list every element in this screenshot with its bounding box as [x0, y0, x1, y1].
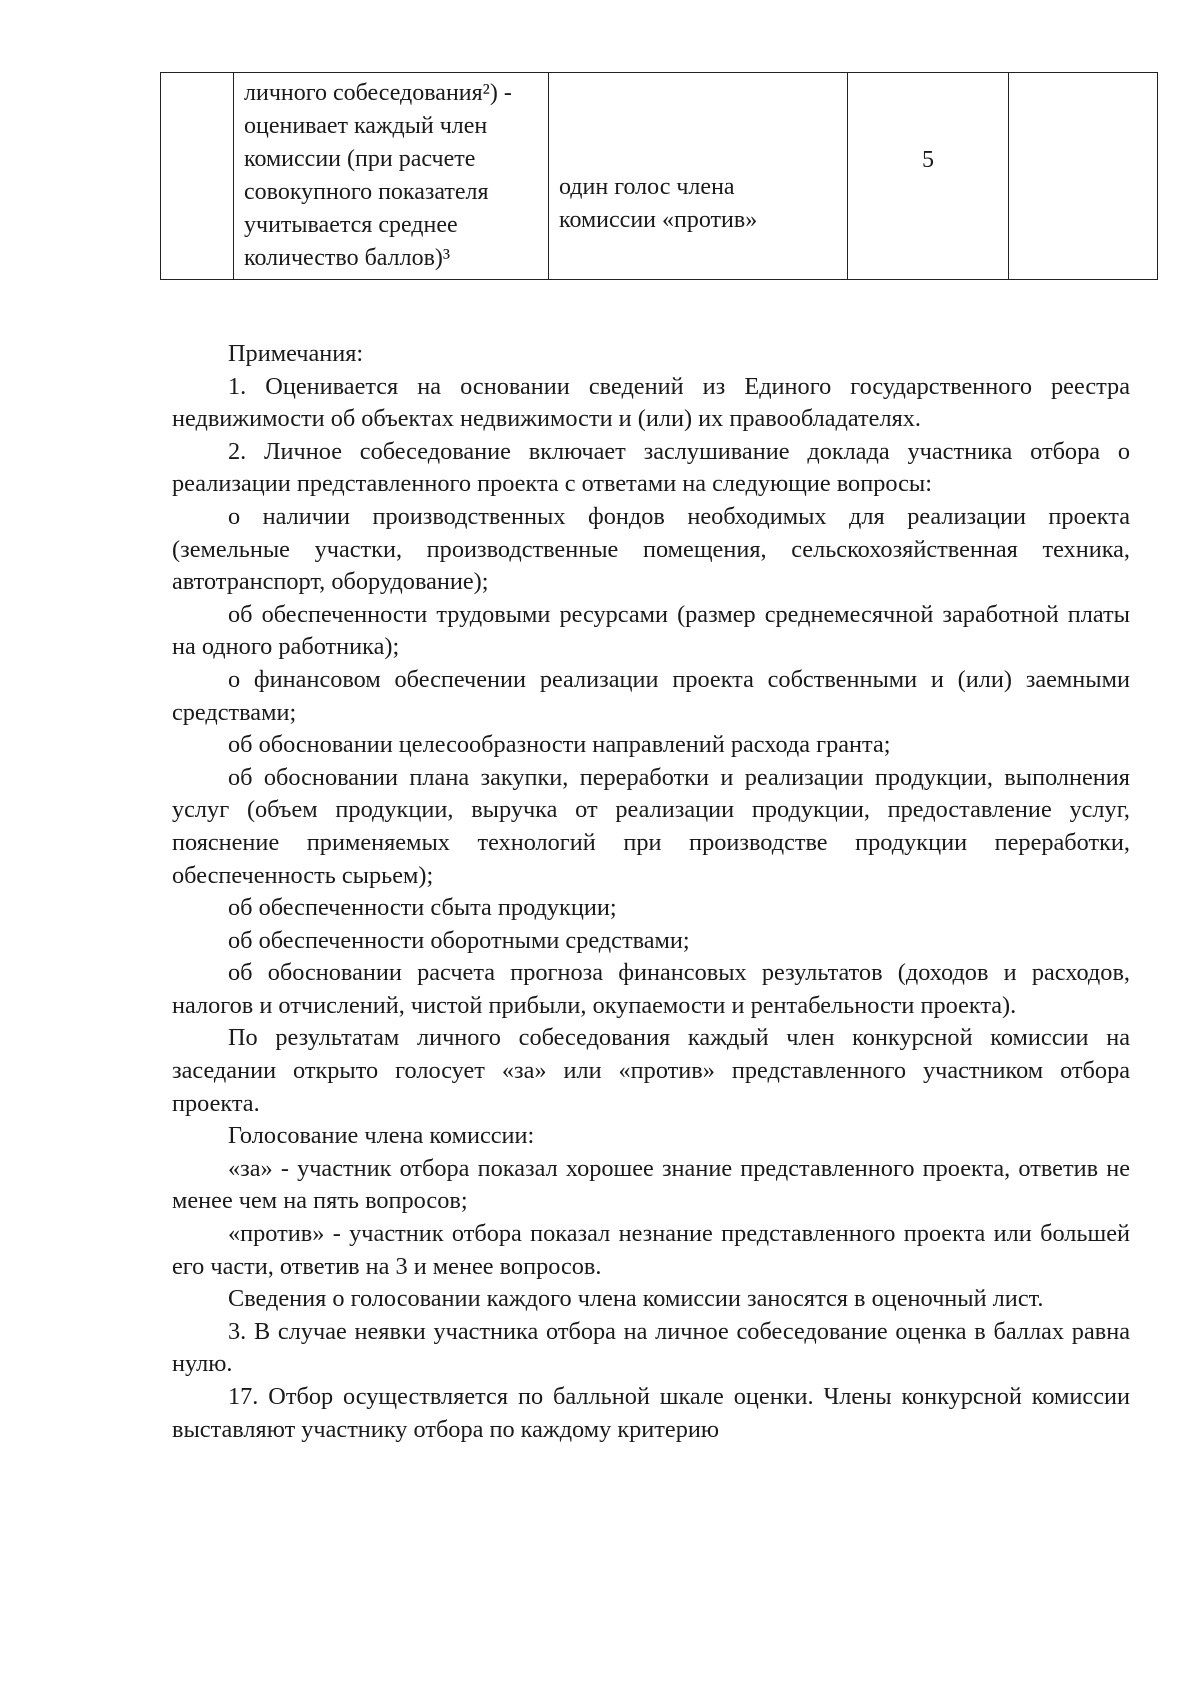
table-cell-criterion	[234, 73, 549, 280]
note-paragraph: 3. В случае неявки участника отбора на личное собеседование оценка в баллах равна нулю.	[172, 1317, 1130, 1378]
table-cell-vote	[549, 73, 848, 280]
body-paragraph: Голосование члена комиссии:	[228, 1122, 535, 1150]
table-cell-empty	[1009, 73, 1158, 280]
vote-text: один голос члена комиссии «против»	[559, 174, 758, 233]
body-paragraph: «за» - участник отбора показал хорошее знание представленного проекта, ответив не менее чем на пять вопросов;	[172, 1154, 1130, 1215]
question-item: об обосновании плана закупки, переработки и реализации продукции, выполнения услуг (объем продукции, выручка от реализации продукции, предоставление услуг, пояснение применяемых технологий при производстве продукции переработки, обеспеченность сырьем);	[172, 763, 1130, 889]
question-item: об обосновании целесообразности направлений расхода гранта;	[228, 731, 891, 759]
question-item: о финансовом обеспечении реализации проекта собственными и (или) заемными средствами;	[172, 665, 1130, 726]
table-row	[161, 73, 1158, 280]
notes-body	[172, 338, 1130, 1446]
notes-heading: Примечания:	[228, 340, 364, 367]
body-paragraph: По результатам личного собеседования каждый член конкурсной комиссии на заседании открыто голосует «за» или «против» представленного участником отбора проекта.	[172, 1024, 1130, 1117]
question-item: о наличии производственных фондов необходимых для реализации проекта (земельные участки, производственные помещения, сельскохозяйственная техника, автотранспорт, оборудование);	[172, 502, 1130, 596]
question-item: об обеспеченности оборотными средствами;	[228, 926, 690, 954]
criteria-table	[160, 72, 1158, 280]
note-paragraph: 1. Оценивается на основании сведений из Единого государственного реестра недвижимости об объектах недвижимости и (или) их правообладателях.	[172, 372, 1130, 433]
note-paragraph: 2. Личное собеседование включает заслушивание доклада участника отбора о реализации представленного проекта с ответами на следующие вопросы:	[172, 437, 1130, 498]
body-paragraph: «против» - участник отбора показал незнание представленного проекта или большей его части, ответив на 3 и менее вопросов.	[172, 1220, 1130, 1280]
score-value: 5	[922, 146, 934, 173]
body-paragraph: Сведения о голосовании каждого члена комиссии заносятся в оценочный лист.	[228, 1285, 1044, 1313]
question-item: об обеспеченности сбыта продукции;	[228, 894, 617, 922]
question-item: об обосновании расчета прогноза финансовых результатов (доходов и расходов, налогов и отчислений, чистой прибыли, окупаемости и рентабельности проекта).	[172, 959, 1130, 1019]
question-item: об обеспеченности трудовыми ресурсами (размер среднемесячной заработной платы на одного работника);	[172, 600, 1130, 661]
table-cell-number	[161, 73, 234, 280]
table-cell-score	[848, 73, 1009, 280]
body-paragraph: 17. Отбор осуществляется по балльной шкале оценки. Члены конкурсной комиссии выставляют участнику отбора по каждому критерию	[172, 1383, 1130, 1443]
criterion-text: личного собеседования²) - оценивает каждый член комиссии (при расчете совокупного показателя учитывается среднее количество баллов)³	[244, 80, 512, 271]
